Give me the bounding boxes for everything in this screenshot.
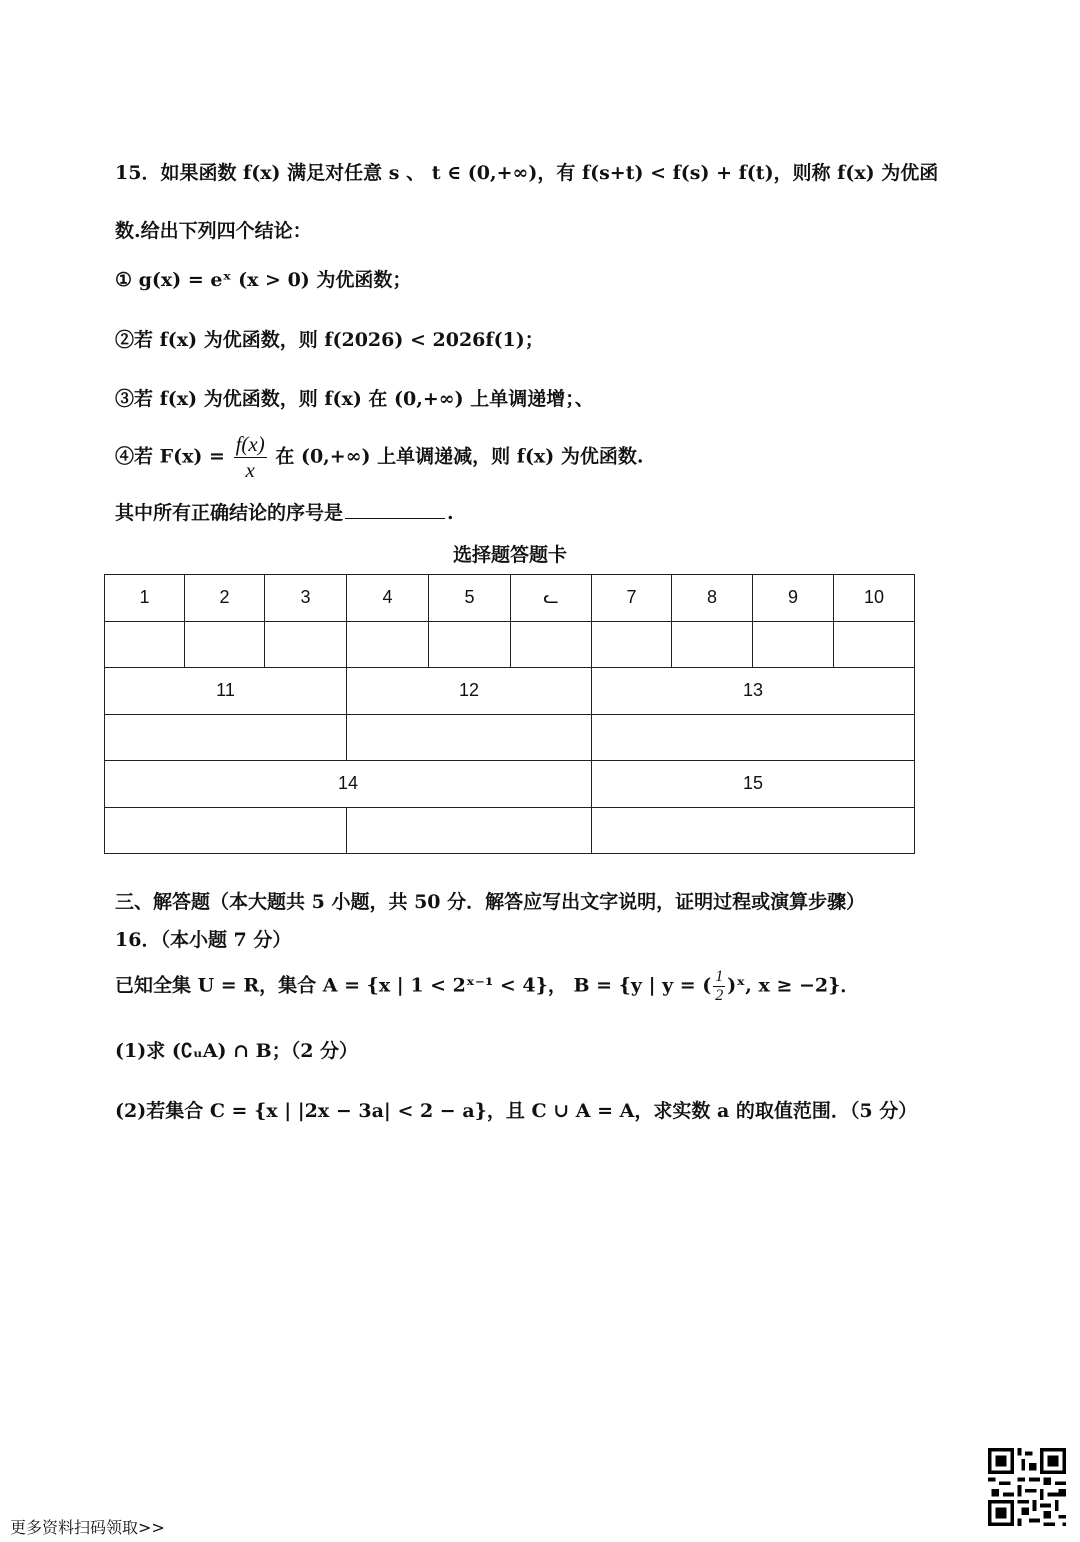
q16-part1: (1)求 (∁ᵤA) ∩ B；（2 分） — [115, 1040, 359, 1062]
answer-cell-9[interactable] — [753, 621, 834, 668]
c4-denominator: x — [245, 458, 255, 482]
answer-cell-6[interactable] — [511, 621, 592, 668]
section3-heading: 三、解答题（本大题共 5 小题，共 50 分．解答应写出文字说明，证明过程或演算步骤） — [115, 891, 866, 913]
answer-cell-12[interactable] — [347, 714, 592, 761]
q15-conclusion-1: ① g(x) = eˣ (x > 0) 为优函数； — [115, 269, 412, 291]
answer-cell-15[interactable] — [592, 807, 915, 854]
answer-cell-13[interactable] — [592, 714, 915, 761]
card-row-answers-11-13 — [105, 714, 915, 761]
q16-sets-prefix: 已知全集 U = R，集合 A = {x | 1 < 2ˣ⁻¹ < 4}， B = {y | y = ( — [115, 974, 712, 997]
answer-cell-5[interactable] — [429, 621, 511, 668]
answer-cell-4[interactable] — [347, 621, 429, 668]
card-row-numbers-11-13 — [105, 668, 915, 715]
card-label-2: 2 — [185, 575, 265, 622]
q16-sets-suffix: )ˣ, x ≥ −2}． — [727, 974, 860, 997]
card-label-12: 12 — [347, 668, 592, 715]
card-label-8: 8 — [672, 575, 753, 622]
q15-line1: 15．如果函数 f(x) 满足对任意 s 、 t ∈ (0,+∞)，有 f(s+t) < f(s) + f(t)，则称 f(x) 为优函 — [115, 162, 939, 184]
footer-text[interactable]: 更多资料扫码领取>> — [10, 1518, 165, 1537]
card-row-answers-14-15 — [105, 807, 915, 854]
answer-card-title: 选择题答题卡 — [452, 544, 567, 566]
q16-half-fraction — [713, 968, 725, 1005]
card-label-9: 9 — [753, 575, 834, 622]
card-label-5: 5 — [429, 575, 511, 622]
c4-numerator: f(x) — [235, 432, 265, 456]
card-row-answers-1-10 — [105, 621, 915, 668]
q15-conclusion-2: ②若 f(x) 为优函数，则 f(2026) < 2026f(1)； — [115, 329, 544, 351]
q15-line2: 数.给出下列四个结论： — [115, 220, 312, 242]
answer-cell-1[interactable] — [105, 621, 185, 668]
card-label-1: 1 — [105, 575, 185, 622]
answer-cell-10[interactable] — [834, 621, 915, 668]
answer-cell-8[interactable] — [672, 621, 753, 668]
ask-prefix: 其中所有正确结论的序号是 — [115, 502, 344, 524]
card-row-numbers-1-10 — [105, 575, 915, 622]
card-label-11: 11 — [105, 668, 347, 715]
card-label-7: 7 — [592, 575, 672, 622]
q15-ask — [115, 498, 454, 525]
q16-sets — [115, 968, 859, 1005]
c4-suffix: 在 (0,+∞) 上单调递减，则 f(x) 为优函数. — [275, 445, 644, 468]
qr-code-icon[interactable] — [988, 1448, 1066, 1526]
answer-cell-14a[interactable] — [105, 807, 347, 854]
q15-conclusion-4 — [115, 432, 643, 483]
c4-prefix: ④若 F(x) = — [115, 445, 225, 468]
card-label-13: 13 — [592, 668, 915, 715]
answer-cell-3[interactable] — [265, 621, 347, 668]
card-label-4: 4 — [347, 575, 429, 622]
answer-card-table — [104, 574, 915, 854]
card-label-10: 10 — [834, 575, 915, 622]
ask-suffix: . — [447, 502, 454, 524]
c4-fraction — [234, 432, 267, 483]
card-label-3: 3 — [265, 575, 347, 622]
card-row-numbers-14-15 — [105, 761, 915, 808]
q16-frac-num: 1 — [715, 968, 724, 985]
card-label-6: ᓚ — [511, 575, 592, 622]
answer-cell-2[interactable] — [185, 621, 265, 668]
card-label-15: 15 — [592, 761, 915, 808]
answer-cell-7[interactable] — [592, 621, 672, 668]
q15-conclusion-3: ③若 f(x) 为优函数，则 f(x) 在 (0,+∞) 上单调递增；、 — [115, 388, 594, 410]
answer-blank[interactable] — [345, 518, 445, 519]
card-label-14: 14 — [105, 761, 592, 808]
q16-frac-den: 2 — [715, 987, 724, 1004]
q16-part2: (2)若集合 C = {x | |2x − 3a| < 2 − a}，且 C ∪ A = A，求实数 a 的取值范围．（5 分） — [115, 1100, 918, 1122]
answer-cell-14b[interactable] — [347, 807, 592, 854]
answer-cell-11[interactable] — [105, 714, 347, 761]
q16-heading: 16．（本小题 7 分） — [115, 929, 292, 951]
